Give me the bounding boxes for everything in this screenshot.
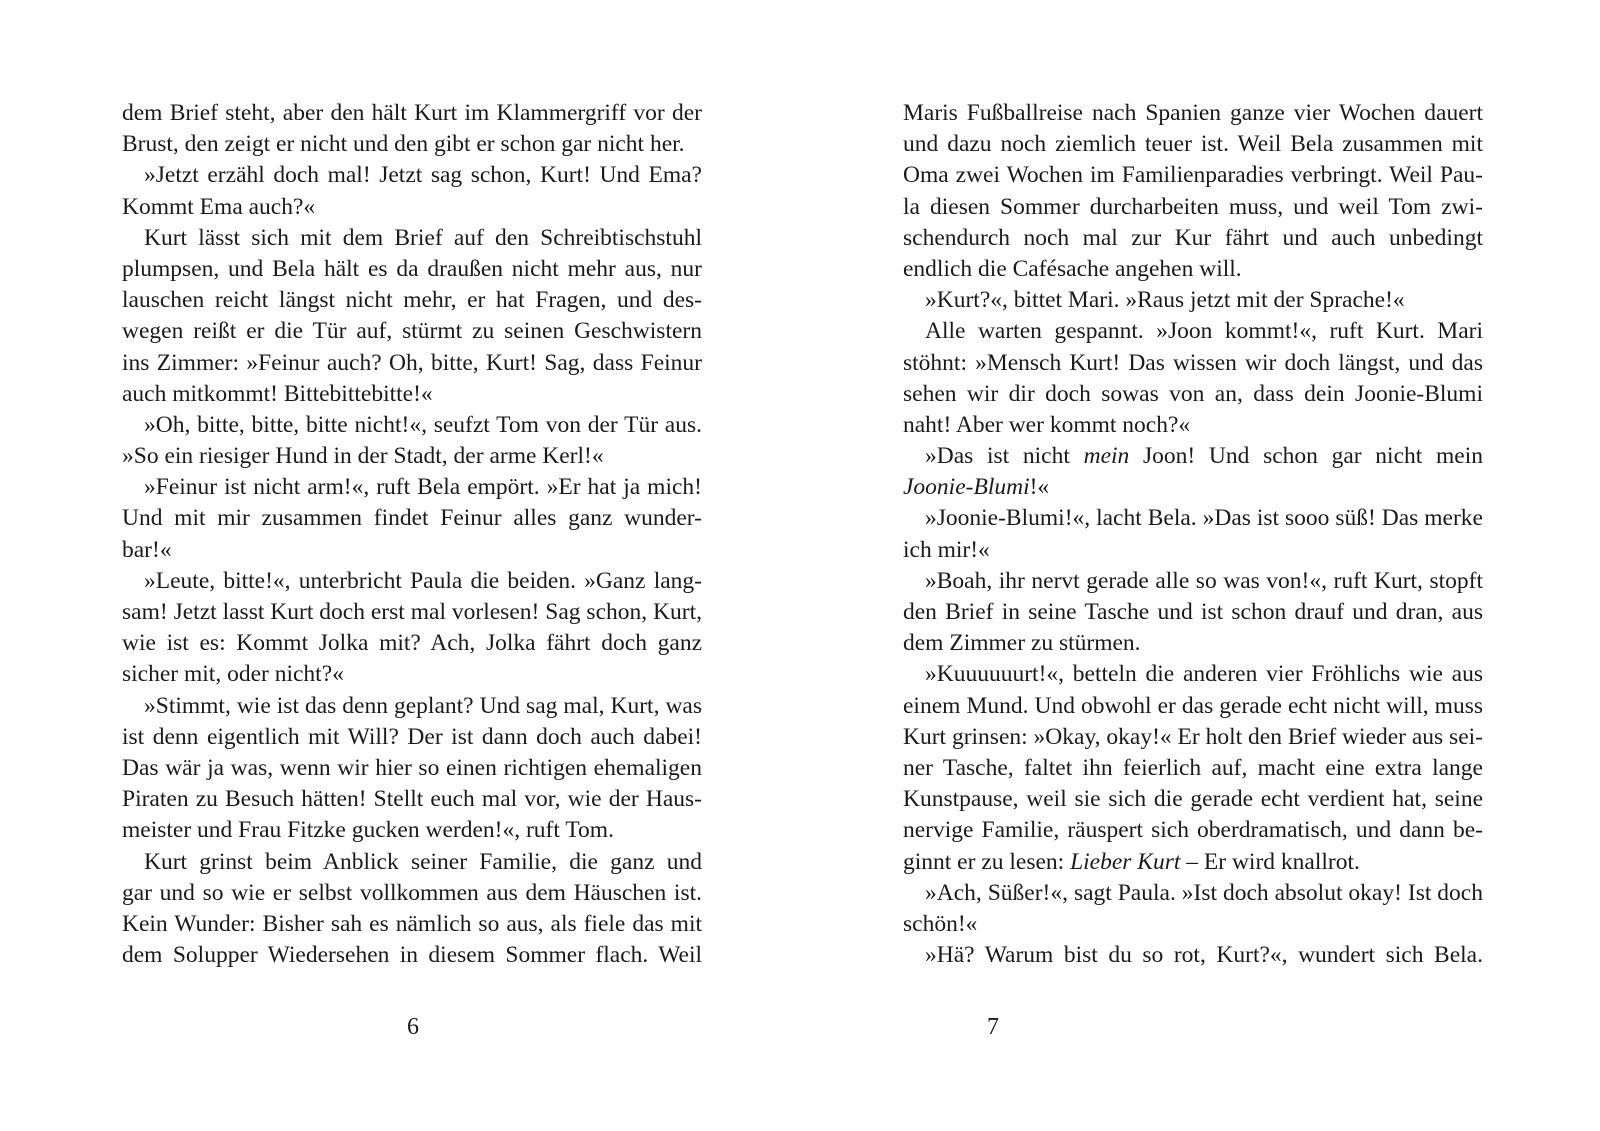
text-line: Kurt grinsen: »Okay, okay!« Er holt den Brief wieder aus sei- bbox=[903, 723, 1483, 750]
text-line: Piraten zu Besuch hätten! Stellt euch mal vor, wie der Haus- bbox=[122, 786, 702, 813]
text-line: schendurch noch mal zur Kur fährt und auch unbedingt bbox=[903, 224, 1483, 251]
emphasis-text: Joonie-Blumi bbox=[903, 474, 1030, 501]
text-line: Brust, den zeigt er nicht und den gibt er schon gar nicht her. bbox=[122, 131, 685, 158]
text-line: »So ein riesiger Hund in der Stadt, der arme Kerl!« bbox=[122, 443, 604, 470]
right-page bbox=[800, 0, 1600, 1131]
text-line: la diesen Sommer durcharbeiten muss, und weil Tom zwi- bbox=[903, 193, 1483, 220]
text-line: »Hä? Warum bist du so rot, Kurt?«, wundert sich Bela. bbox=[925, 942, 1483, 969]
text-line: plumpsen, und Bela hält es da draußen nicht mehr aus, nur bbox=[122, 255, 702, 282]
text-line: stöhnt: »Mensch Kurt! Das wissen wir doch längst, und das bbox=[903, 349, 1483, 376]
text-line: bar!« bbox=[122, 536, 172, 563]
text-line: »Ach, Süßer!«, sagt Paula. »Ist doch absolut okay! Ist doch bbox=[925, 879, 1483, 906]
text-run: Joon! Und schon gar nicht mein bbox=[1129, 443, 1483, 470]
emphasis-text: Lieber Kurt bbox=[1070, 848, 1181, 875]
text-line: gar und so wie er selbst vollkommen aus dem Häuschen ist. bbox=[122, 879, 702, 906]
text-line: auch mitkommt! Bittebittebitte!« bbox=[122, 380, 433, 407]
left-page-text bbox=[122, 98, 702, 971]
text-line: dem Brief steht, aber den hält Kurt im Klammergriff vor der bbox=[122, 100, 702, 126]
text-line: Kommt Ema auch?« bbox=[122, 193, 316, 220]
text-line: »Stimmt, wie ist das denn geplant? Und sag mal, Kurt, was bbox=[144, 692, 702, 719]
text-line: lauschen reicht längst nicht mehr, er hat Fragen, und des- bbox=[122, 287, 702, 314]
text-line: »Kuuuuuurt!«, betteln die anderen vier Fröhlichs wie aus bbox=[925, 661, 1483, 688]
text-line: einem Mund. Und obwohl er das gerade echt nicht will, muss bbox=[903, 692, 1483, 719]
text-line: Oma zwei Wochen im Familienparadies verbringt. Weil Pau- bbox=[903, 162, 1483, 189]
text-line: wie ist es: Kommt Jolka mit? Ach, Jolka fährt doch ganz bbox=[122, 630, 702, 657]
text-line: Kurt grinst beim Anblick seiner Familie, die ganz und bbox=[144, 848, 702, 875]
text-line: sehen wir dir doch sowas von an, dass dein Joonie-Blumi bbox=[903, 380, 1483, 407]
right-page-text bbox=[903, 98, 1483, 971]
text-line: endlich die Cafésache angehen will. bbox=[903, 255, 1242, 282]
text-line: Kein Wunder: Bisher sah es nämlich so aus, als fiele das mit bbox=[122, 910, 702, 937]
text-line: »Feinur ist nicht arm!«, ruft Bela empört. »Er hat ja mich! bbox=[144, 474, 702, 501]
text-line: ist denn eigentlich mit Will? Der ist dann doch auch dabei! bbox=[122, 723, 702, 750]
text-line: Das wär ja was, wenn wir hier so einen richtigen ehemaligen bbox=[122, 754, 702, 781]
emphasis-text: mein bbox=[1083, 443, 1130, 470]
text-line: Kunstpause, weil sie sich die gerade echt verdient hat, seine bbox=[903, 786, 1483, 813]
text-line: »Jetzt erzähl doch mal! Jetzt sag schon, Kurt! Und Ema? bbox=[144, 162, 702, 189]
text-line: schön!« bbox=[903, 910, 978, 937]
text-line bbox=[903, 441, 1483, 472]
text-run: ginnt er zu lesen: bbox=[903, 848, 1071, 875]
text-line: »Kurt?«, bittet Mari. »Raus jetzt mit der Sprache!« bbox=[925, 287, 1405, 314]
text-line: meister und Frau Fitzke gucken werden!«, ruft Tom. bbox=[122, 817, 614, 844]
text-line: den Brief in seine Tasche und ist schon drauf und dran, aus bbox=[903, 599, 1483, 625]
text-run: »Das ist nicht bbox=[925, 443, 1084, 470]
text-line: sicher mit, oder nicht?« bbox=[122, 661, 344, 688]
text-line: sam! Jetzt lasst Kurt doch erst mal vorlesen! Sag schon, Kurt, bbox=[122, 599, 702, 625]
text-line: naht! Aber wer kommt noch?« bbox=[903, 411, 1191, 438]
text-line: Und mit mir zusammen findet Feinur alles ganz wunder- bbox=[122, 505, 702, 532]
text-line: ich mir!« bbox=[903, 536, 990, 563]
text-line: Kurt lässt sich mit dem Brief auf den Schreibtischstuhl bbox=[144, 224, 702, 251]
text-line: Alle warten gespannt. »Joon kommt!«, ruft Kurt. Mari bbox=[925, 318, 1483, 345]
text-run: – Er wird knallrot. bbox=[1180, 848, 1360, 875]
text-line: und dazu noch ziemlich teuer ist. Weil Bela zusammen mit bbox=[903, 131, 1483, 158]
text-line: »Leute, bitte!«, unterbricht Paula die beiden. »Ganz lang- bbox=[144, 567, 702, 594]
text-line: dem Zimmer zu stürmen. bbox=[903, 630, 1141, 657]
text-line: »Joonie-Blumi!«, lacht Bela. »Das ist sooo süß! Das merke bbox=[925, 505, 1483, 532]
text-line: ins Zimmer: »Feinur auch? Oh, bitte, Kurt! Sag, dass Feinur bbox=[122, 349, 702, 376]
text-line: nervige Familie, räuspert sich oberdramatisch, und dann be- bbox=[903, 817, 1483, 844]
text-line: Maris Fußballreise nach Spanien ganze vier Wochen dauert bbox=[903, 100, 1483, 126]
text-line: »Oh, bitte, bitte, bitte nicht!«, seufzt Tom von der Tür aus. bbox=[144, 411, 702, 438]
text-line: »Boah, ihr nervt gerade alle so was von!«, ruft Kurt, stopft bbox=[925, 567, 1483, 594]
text-run: !« bbox=[1029, 474, 1050, 501]
text-line: wegen reißt er die Tür auf, stürmt zu seinen Geschwistern bbox=[122, 318, 702, 345]
text-line: dem Solupper Wiedersehen in diesem Sommer flach. Weil bbox=[122, 942, 702, 969]
text-line: ner Tasche, faltet ihn feierlich auf, macht eine extra lange bbox=[903, 754, 1483, 781]
text-line bbox=[903, 472, 1483, 503]
page-number: 7 bbox=[987, 1014, 999, 1040]
text-line bbox=[903, 847, 1483, 878]
page-number: 6 bbox=[407, 1014, 419, 1040]
